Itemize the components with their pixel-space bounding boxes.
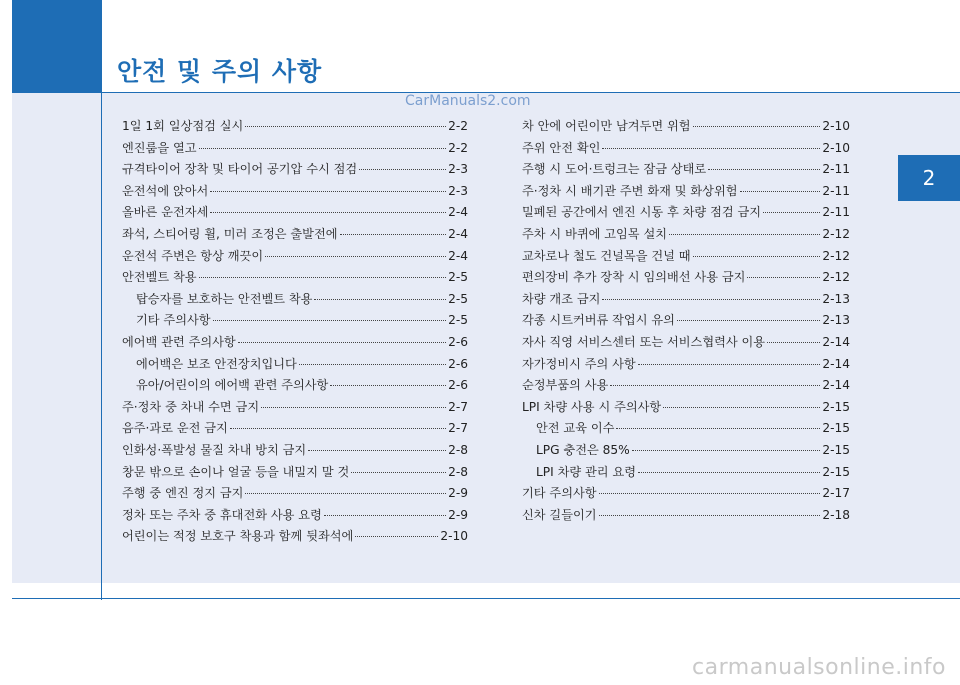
toc-entry[interactable] [122, 333, 468, 355]
watermark-top: CarManuals2.com [405, 93, 531, 109]
toc-dot-leader [324, 515, 446, 516]
toc-entry-page: 2-10 [440, 529, 468, 544]
toc-entry[interactable] [522, 333, 850, 355]
toc-dot-leader [747, 277, 820, 278]
toc-entry[interactable] [122, 160, 468, 182]
toc-entry-page: 2-4 [448, 226, 468, 241]
toc-entry-page: 2-3 [448, 183, 468, 198]
toc-dot-leader [261, 407, 446, 408]
toc-entry-label: 자가정비시 주의 사항 [522, 356, 636, 371]
toc-entry-page: 2-15 [822, 442, 850, 457]
toc-dot-leader [599, 493, 821, 494]
toc-entry-page: 2-8 [448, 442, 468, 457]
toc-entry[interactable] [122, 355, 468, 377]
toc-entry-page: 2-7 [448, 399, 468, 414]
bottom-rule [12, 598, 960, 599]
toc-entry-page: 2-11 [822, 183, 850, 198]
toc-entry-label: 순정부품의 사용 [522, 378, 609, 393]
toc-dot-leader [638, 364, 821, 365]
toc-entry[interactable] [522, 376, 850, 398]
toc-entry-label: 안전벨트 착용 [122, 270, 197, 285]
toc-entry-label: 차 안에 어린이만 남겨두면 위험 [522, 119, 691, 133]
toc-entry-page: 2-6 [448, 378, 468, 393]
toc-entry-page: 2-9 [448, 486, 468, 501]
toc-entry-label: 안전 교육 이수 [536, 421, 615, 436]
toc-dot-leader [767, 342, 820, 343]
toc-dot-leader [299, 364, 446, 365]
toc-dot-leader [708, 169, 820, 170]
toc-entry[interactable] [522, 441, 850, 463]
toc-dot-leader [308, 450, 446, 451]
toc-entry-page: 2-2 [448, 140, 468, 155]
toc-entry-label: 엔진룸을 열고 [122, 140, 197, 155]
toc-entry-label: 편의장비 추가 장착 시 임의배선 사용 금지 [522, 270, 746, 285]
toc-entry[interactable] [122, 398, 468, 420]
toc-dot-leader [740, 191, 821, 192]
toc-entry[interactable] [122, 484, 468, 506]
title-rule [102, 92, 960, 93]
toc-dot-leader [616, 428, 820, 429]
toc-dot-leader [245, 493, 446, 494]
toc-right-column [522, 117, 850, 527]
toc-entry-page: 2-10 [822, 140, 850, 155]
toc-entry-page: 2-13 [822, 291, 850, 306]
toc-entry-label: 주·정차 시 배기관 주변 화재 및 화상위험 [522, 183, 738, 198]
toc-entry[interactable] [122, 290, 468, 312]
toc-dot-leader [677, 320, 820, 321]
toc-entry-page: 2-4 [448, 205, 468, 220]
toc-dot-leader [230, 428, 446, 429]
toc-entry-page: 2-15 [822, 399, 850, 414]
toc-entry[interactable] [522, 463, 850, 485]
toc-entry[interactable] [522, 290, 850, 312]
toc-entry-label: 자사 직영 서비스센터 또는 서비스협력사 이용 [522, 334, 766, 349]
toc-dot-leader [330, 385, 446, 386]
toc-dot-leader [602, 148, 820, 149]
toc-entry-page: 2-12 [822, 248, 850, 263]
toc-entry-page: 2-5 [448, 270, 468, 285]
toc-entry-label: 규격타이어 장착 및 타이어 공기압 수시 점검 [122, 162, 358, 177]
toc-entry-page: 2-3 [448, 162, 468, 177]
toc-dot-leader [693, 256, 821, 257]
toc-entry-label: 밀폐된 공간에서 엔진 시동 후 차량 점검 금지 [522, 205, 762, 220]
toc-entry[interactable] [122, 441, 468, 463]
toc-entry-page: 2-4 [448, 248, 468, 263]
toc-dot-leader [351, 472, 446, 473]
toc-left-column [122, 117, 468, 549]
toc-dot-leader [663, 407, 820, 408]
toc-dot-leader [210, 191, 446, 192]
toc-entry-label: 에어백 관련 주의사항 [122, 334, 236, 349]
toc-entry-label: 주·정차 중 차내 수면 금지 [122, 399, 260, 414]
toc-entry-label: 인화성·폭발성 물질 차내 방치 금지 [122, 442, 307, 457]
toc-entry[interactable] [122, 376, 468, 398]
toc-entry[interactable] [522, 139, 850, 161]
vertical-rule [101, 0, 102, 600]
toc-entry-page: 2-12 [822, 270, 850, 285]
toc-entry[interactable] [522, 203, 850, 225]
toc-entry-page: 2-10 [822, 119, 850, 133]
toc-entry-label: 교차로나 철도 건널목을 건널 때 [522, 248, 691, 263]
toc-entry-label: 신차 길들이기 [522, 507, 597, 522]
toc-entry[interactable] [122, 182, 468, 204]
toc-dot-leader [213, 320, 447, 321]
toc-dot-leader [602, 299, 820, 300]
toc-entry-page: 2-5 [448, 313, 468, 328]
toc-dot-leader [355, 536, 438, 537]
toc-entry-page: 2-8 [448, 464, 468, 479]
toc-entry[interactable] [522, 182, 850, 204]
toc-entry[interactable] [122, 139, 468, 161]
corner-block [12, 0, 102, 93]
toc-entry[interactable] [522, 398, 850, 420]
toc-entry-label: 음주·과로 운전 금지 [122, 421, 228, 436]
toc-entry-label: LPG 충전은 85% [536, 442, 630, 457]
toc-entry[interactable] [522, 355, 850, 377]
toc-entry-label: LPI 차량 관리 요령 [536, 464, 636, 479]
toc-entry-page: 2-14 [822, 356, 850, 371]
toc-entry-label: 유아/어린이의 에어백 관련 주의사항 [136, 378, 329, 393]
toc-dot-leader [238, 342, 446, 343]
toc-dot-leader [245, 126, 446, 127]
toc-entry-page: 2-5 [448, 291, 468, 306]
toc-entry-label: 운전석 주변은 항상 깨끗이 [122, 248, 264, 263]
toc-entry-page: 2-13 [822, 313, 850, 328]
toc-entry[interactable] [122, 506, 468, 528]
toc-dot-leader [210, 212, 446, 213]
toc-entry[interactable] [522, 268, 850, 290]
toc-entry[interactable] [522, 506, 850, 528]
toc-entry-label: 주위 안전 확인 [522, 140, 601, 155]
toc-entry-page: 2-11 [822, 205, 850, 220]
toc-entry[interactable] [522, 484, 850, 506]
toc-entry-label: 운전석에 앉아서 [122, 183, 209, 198]
toc-entry[interactable] [122, 311, 468, 333]
toc-dot-leader [669, 234, 820, 235]
toc-entry[interactable] [122, 527, 468, 549]
toc-entry-page: 2-15 [822, 464, 850, 479]
toc-dot-leader [638, 472, 820, 473]
toc-entry-page: 2-11 [822, 162, 850, 177]
toc-entry-label: 기타 주의사항 [522, 486, 597, 501]
toc-entry[interactable] [122, 247, 468, 269]
toc-entry[interactable] [122, 419, 468, 441]
toc-entry[interactable] [522, 117, 850, 139]
watermark-bottom: carmanualsonline.info [692, 655, 946, 680]
toc-entry-page: 2-14 [822, 334, 850, 349]
toc-entry-label: 탑승자를 보호하는 안전벨트 착용 [136, 291, 313, 306]
toc-entry-page: 2-2 [448, 119, 468, 133]
toc-dot-leader [340, 234, 447, 235]
toc-entry-page: 2-14 [822, 378, 850, 393]
page-title: 안전 및 주의 사항 [117, 57, 323, 86]
toc-entry-page: 2-12 [822, 226, 850, 241]
toc-dot-leader [199, 148, 447, 149]
toc-dot-leader [265, 256, 446, 257]
toc-entry-label: 각종 시트커버류 작업시 유의 [522, 313, 675, 328]
toc-entry[interactable] [122, 117, 468, 139]
toc-entry-page: 2-9 [448, 507, 468, 522]
toc-entry[interactable] [522, 311, 850, 333]
toc-entry-label: 창문 밖으로 손이나 얼굴 등을 내밀지 말 것 [122, 464, 350, 479]
toc-entry-label: 어린이는 적정 보호구 착용과 함께 뒷좌석에 [122, 529, 354, 544]
toc-entry-label: 주행 중 엔진 정지 금지 [122, 486, 244, 501]
toc-entry-page: 2-17 [822, 486, 850, 501]
toc-entry[interactable] [122, 203, 468, 225]
toc-entry[interactable] [122, 225, 468, 247]
toc-entry[interactable] [522, 160, 850, 182]
toc-dot-leader [359, 169, 446, 170]
toc-entry-label: 1일 1회 일상점검 실시 [122, 119, 244, 133]
toc-dot-leader [632, 450, 821, 451]
toc-dot-leader [199, 277, 447, 278]
toc-entry-label: 기타 주의사항 [136, 313, 211, 328]
toc-entry-page: 2-18 [822, 507, 850, 522]
toc-entry[interactable] [122, 463, 468, 485]
toc-entry[interactable] [522, 225, 850, 247]
toc-entry-label: 에어백은 보조 안전장치입니다 [136, 356, 297, 371]
toc-entry-page: 2-7 [448, 421, 468, 436]
toc-entry-label: LPI 차량 사용 시 주의사항 [522, 399, 662, 414]
toc-dot-leader [763, 212, 820, 213]
toc-entry[interactable] [122, 268, 468, 290]
toc-entry-page: 2-6 [448, 356, 468, 371]
toc-entry-page: 2-6 [448, 334, 468, 349]
toc-dot-leader [693, 126, 821, 127]
toc-dot-leader [599, 515, 821, 516]
toc-entry-label: 좌석, 스티어링 휠, 미러 조정은 출발전에 [122, 226, 338, 241]
toc-entry-label: 주차 시 바퀴에 고임목 설치 [522, 226, 668, 241]
toc-entry-label: 차량 개조 금지 [522, 291, 601, 306]
toc-entry-label: 주행 시 도어·트렁크는 잠금 상태로 [522, 162, 707, 177]
toc-entry-label: 정차 또는 주차 중 휴대전화 사용 요령 [122, 507, 322, 522]
toc-entry-label: 올바른 운전자세 [122, 205, 209, 220]
toc-dot-leader [610, 385, 820, 386]
toc-entry-page: 2-15 [822, 421, 850, 436]
toc-entry[interactable] [522, 419, 850, 441]
toc-entry[interactable] [522, 247, 850, 269]
toc-dot-leader [314, 299, 446, 300]
chapter-tab[interactable]: 2 [898, 155, 960, 201]
